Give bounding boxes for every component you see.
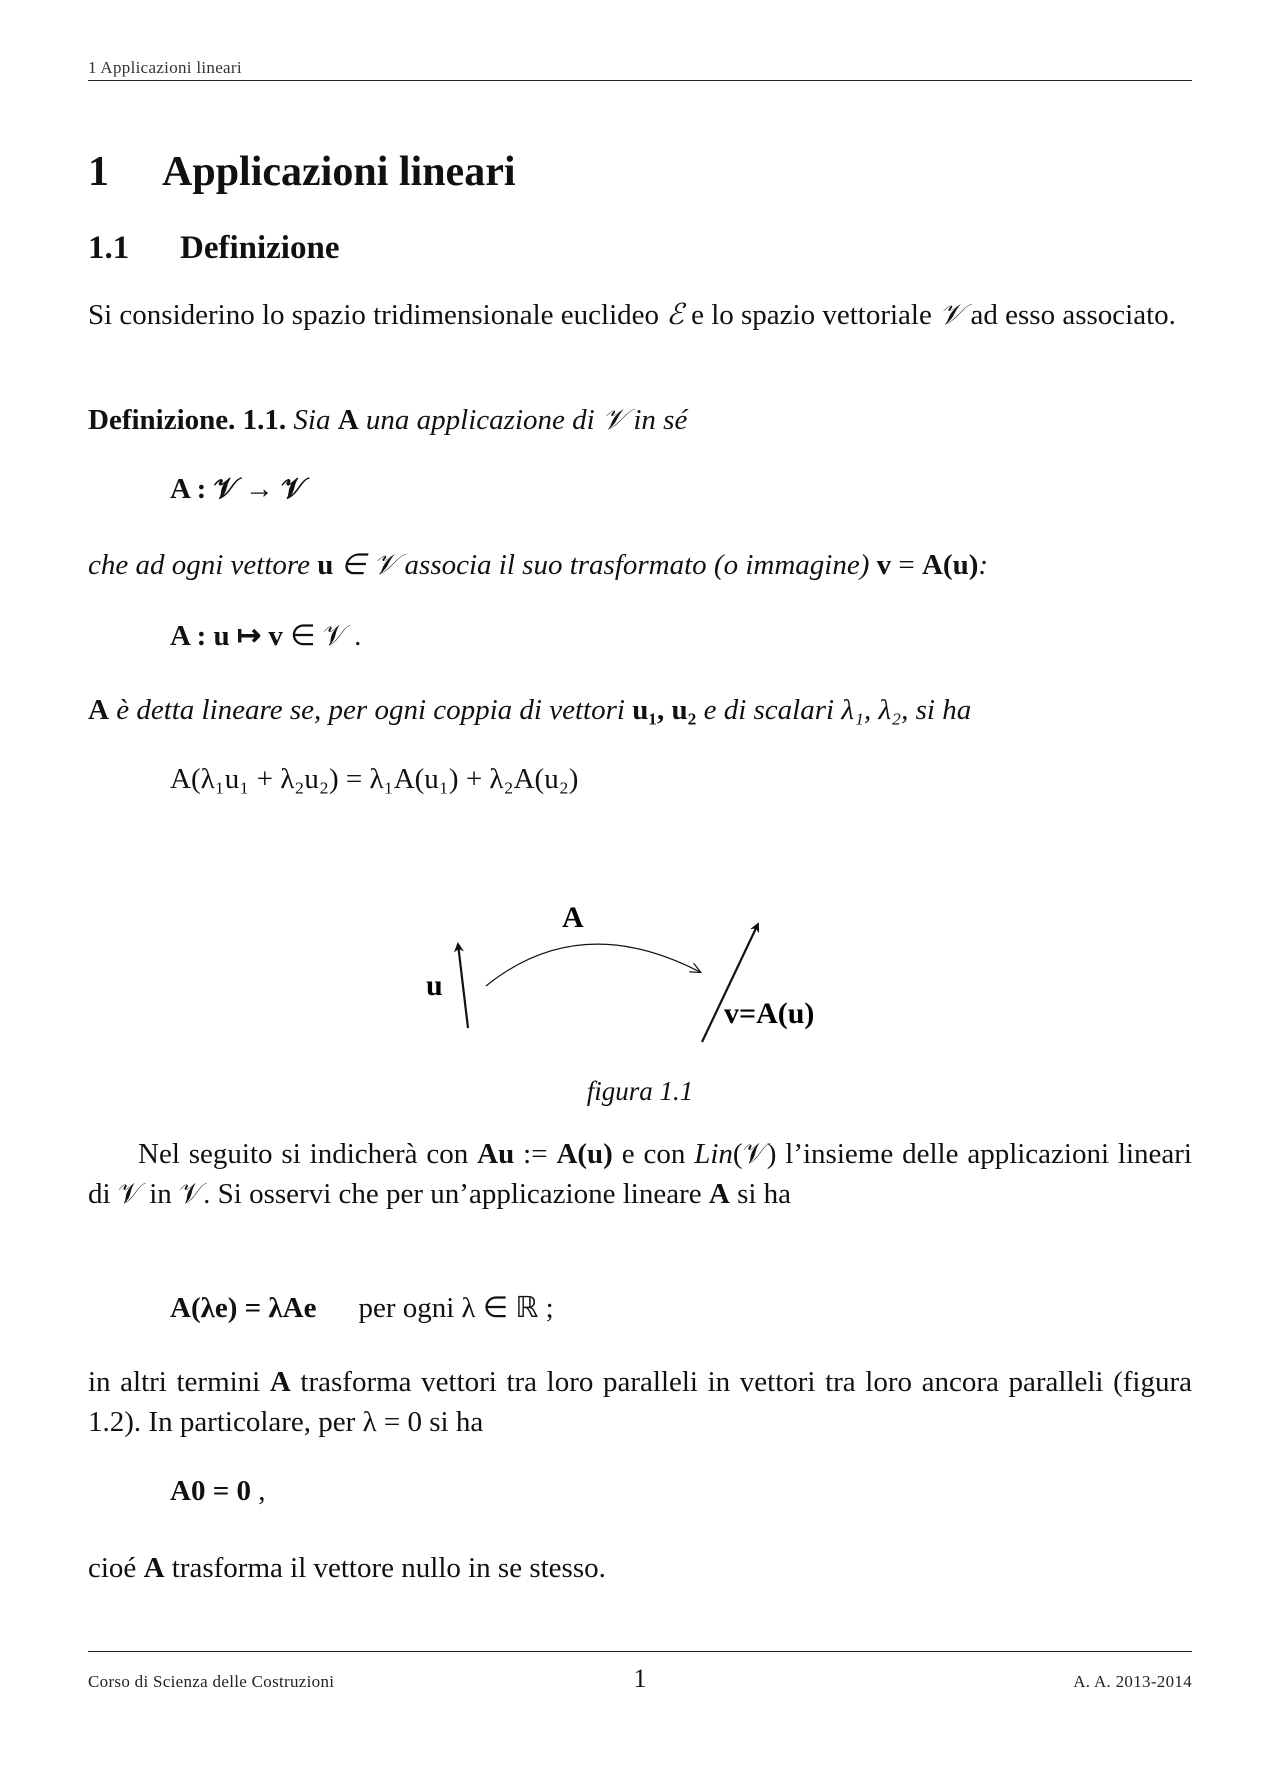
page-number: 1	[633, 1664, 647, 1693]
header-rule	[88, 80, 1192, 81]
definition-line-3: A è detta lineare se, per ogni coppia di vettori u₁, u₂ e di scalari λ₁, λ₂, si ha	[88, 694, 972, 726]
body-paragraph-2: in altri termini A trasforma vettori tra loro paralleli in vettori tra loro ancora paralleli (figura 1.2). In particolare, per λ = 0 si ha	[88, 1366, 1192, 1438]
definition-label: Definizione. 1.1.	[88, 404, 287, 436]
mapping-diagram	[400, 900, 900, 1080]
figure-caption: figura 1.1	[586, 1076, 694, 1106]
vector-v-label: v=A(u)	[724, 997, 815, 1030]
footer-academic-year: A. A. 2013-2014	[1073, 1672, 1192, 1691]
section-title	[88, 148, 516, 196]
footer-rule	[88, 1651, 1192, 1652]
equation-zero: A0 = 0 ,	[170, 1475, 266, 1507]
running-head: 1 Applicazioni lineari	[88, 58, 242, 77]
equation-homogeneity: A(λe) = λAe per ogni λ ∈ ℝ ;	[170, 1292, 554, 1324]
footer-course: Corso di Scienza delle Costruzioni	[88, 1672, 335, 1691]
mapping-A-label: A	[562, 901, 584, 934]
section-heading: Applicazioni lineari	[162, 149, 516, 195]
subsection-heading: Definizione	[180, 230, 340, 266]
definition-line-1: Definizione. 1.1. Sia A una applicazione di 𝒱 in sé	[88, 404, 688, 436]
subsection-number: 1.1	[88, 230, 130, 266]
intro-paragraph: Si considerino lo spazio tridimensionale euclideo ℰ e lo spazio vettoriale 𝒱 ad esso associato.	[88, 297, 1176, 331]
section-number: 1	[88, 149, 109, 195]
figure-1-1	[400, 900, 900, 1080]
equation-linearity: A(λ₁u₁ + λ₂u₂) = λ₁A(u₁) + λ₂A(u₂)	[170, 763, 579, 795]
mapping-arc-arrow	[486, 944, 700, 986]
subsection-title	[88, 230, 339, 267]
vector-u-arrow	[458, 944, 468, 1028]
definition-line-2: che ad ogni vettore u ∈ 𝒱 associa il suo trasformato (o immagine) v = A(u):	[88, 549, 989, 581]
equation-mapsto: A : u ↦ v ∈ 𝒱 .	[170, 620, 362, 652]
body-paragraph-3: cioé A trasforma il vettore nullo in se stesso.	[88, 1552, 606, 1584]
equation-map: A : 𝒱 → 𝒱	[170, 473, 306, 505]
vector-u-label: u	[426, 969, 443, 1002]
body-paragraph-1: Nel seguito si indicherà con Au := A(u) e con Lin(𝒱) l’insieme delle applicazioni lineari di 𝒱 in 𝒱. Si osservi che per un’applicazione lineare A si ha	[88, 1138, 1192, 1210]
